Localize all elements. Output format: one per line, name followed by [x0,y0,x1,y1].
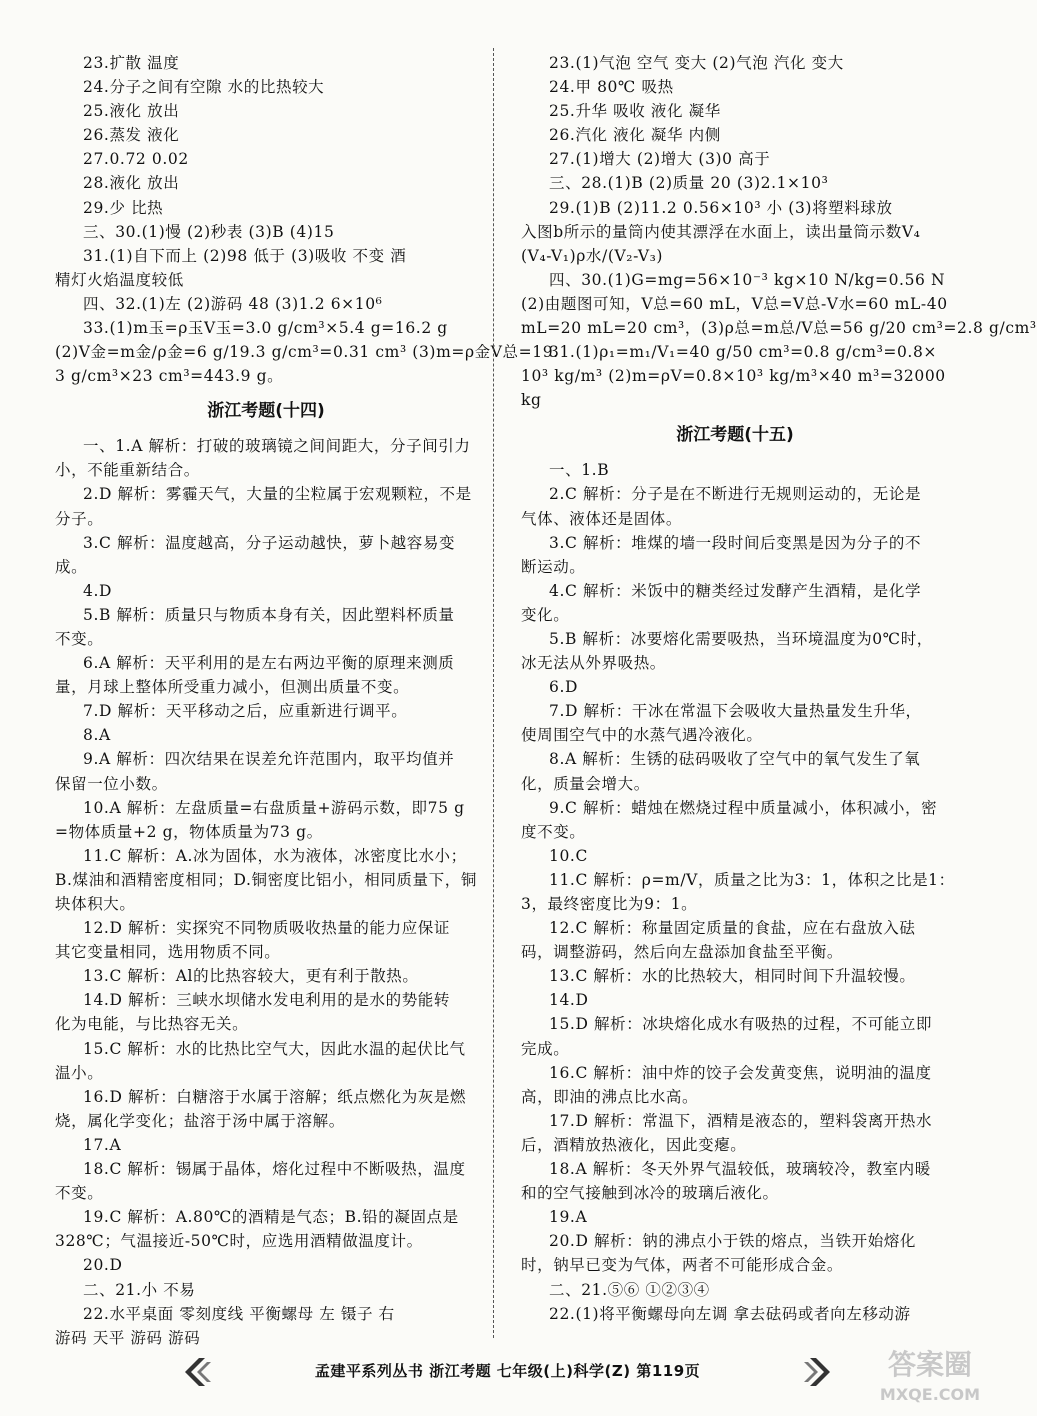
answer-line: 4.D [83,581,113,600]
answer-line: 18.A 解析：冬天外界气温较低，玻璃较冷，教室内暖 [549,1160,931,1179]
answer-line: 15.C 解析：水的比热比空气大，因此水温的起伏比气 [83,1039,466,1058]
answer-line: 不变。 [55,629,104,648]
answer-line: 18.C 解析：锡属于晶体，熔化过程中不断吸热，温度 [83,1160,466,1179]
answer-line: 26.汽化 液化 凝华 内侧 [549,126,721,145]
answer-line: 12.D 解析：实探究不同物质吸收热量的能力应保证 [83,919,451,938]
answer-line: 11.C 解析：A.冰为固体，水为液体，冰密度比水小； [83,846,467,865]
answer-line: 一、1.B [549,461,610,480]
answer-line: 11.C 解析：ρ=m/V，质量之比为3：1，体积之比是1： [549,870,955,889]
answer-line: 10.C [549,846,588,865]
answer-line: 时，钠早已变为气体，两者不可能形成合金。 [521,1256,844,1275]
answer-line: 7.D 解析：天平移动之后，应重新进行调平。 [83,702,408,721]
answer-line: 入图b所示的量筒内使其漂浮在水面上，读出量筒示数V₄ [521,222,921,241]
column-divider [493,48,494,1338]
answer-line: 度不变。 [521,822,586,841]
answer-line: 29.少 比热 [83,198,164,217]
answer-line: 25.升华 吸收 液化 凝华 [549,102,721,121]
answer-line: 二、21.小 不易 [83,1280,196,1299]
left-answers-bottom [55,435,477,1348]
page-footer [0,1350,1000,1394]
answer-line: 10³ kg/m³ (2)m=ρV=0.8×10³ kg/m³×40 m³=32000 [521,367,946,386]
answer-line: 6.D [549,678,579,697]
answer-line: 后，酒精放热液化，因此变瘪。 [521,1135,747,1154]
answer-line: (V₄-V₁)ρ水/(V₂-V₃) [521,246,664,265]
right-answers-bottom [521,459,955,1324]
answer-line: 和的空气接触到冰冷的玻璃后液化。 [521,1184,779,1203]
answer-line: 5.B 解析：质量只与物质本身有关，因此塑料杯质量 [83,605,455,624]
answer-line: 28.液化 放出 [83,174,180,193]
answer-line: 23.(1)气泡 空气 变大 (2)气泡 汽化 变大 [549,54,844,72]
answer-line: 3.C 解析：温度越高，分子运动越快，萝卜越容易变 [83,533,456,552]
answer-line: 33.(1)m玉=ρ玉V玉=3.0 g/cm³×5.4 g=16.2 g [83,319,448,338]
answer-line: 17.A [83,1135,122,1154]
answer-line: (2)V金=m金/ρ金=6 g/19.3 g/cm³=0.31 cm³ (3)m=ρ金V总=19. [55,343,559,362]
answer-line: 三、28.(1)B (2)质量 20 (3)2.1×10³ [549,174,829,193]
answer-line: 19.C 解析：A.80℃的酒精是气态；B.铅的凝固点是 [83,1208,459,1227]
answer-line: 一、1.A 解析：打破的玻璃镜之间间距大，分子间引力 [83,437,471,456]
answer-line: 3.C 解析：堆煤的墙一段时间后变黑是因为分子的不 [549,533,922,552]
watermark-logo [870,1340,990,1410]
answer-line: mL=20 mL=20 cm³，(3)ρ总=m总/V总=56 g/20 cm³=2.8 g/cm³ [521,319,1037,338]
answer-line: 断运动。 [521,557,586,576]
answer-line: 不变。 [55,1184,104,1203]
right-column [521,52,1037,1327]
answer-line: 328℃；气温接近-50℃时，应选用酒精做温度计。 [55,1232,423,1251]
answer-line: 24.甲 80℃ 吸热 [549,78,674,97]
answer-line: 保留一位小数。 [55,774,168,793]
watermark-top: 答案圈 [887,1348,973,1381]
answer-line: 14.D 解析：三峡水坝储水发电利用的是水的势能转 [83,991,451,1010]
answer-line: 22.水平桌面 零刻度线 平衡螺母 左 镊子 右 [83,1304,395,1323]
footer-text: 孟建平系列丛书 浙江考题 七年级(上)科学(Z) 第119页 [314,1362,701,1380]
answer-line: kg [521,391,542,410]
answer-line: 20.D 解析：钠的沸点小于铁的熔点，当铁开始熔化 [549,1232,917,1251]
answer-line: 完成。 [521,1039,570,1058]
section-title-15: 浙江考题(十五) [676,425,794,446]
answer-line: 7.D 解析：干冰在常温下会吸收大量热量发生升华， [549,702,922,721]
answer-line: 13.C 解析：水的比热较大，相同时间下升温较慢。 [549,967,916,986]
answer-line: 9.A 解析：四次结果在误差允许范围内，取平均值并 [83,750,455,769]
answer-line: 8.A 解析：生锈的砝码吸收了空气中的氧气发生了氧 [549,750,921,769]
answer-line: 27.0.72 0.02 [83,150,189,169]
answer-line: =物体质量+2 g，物体质量为73 g。 [55,822,323,841]
answer-line: 14.D [549,991,589,1010]
answer-line: 小，不能重新结合。 [55,461,200,480]
answer-line: 16.C 解析：油中炸的饺子会发黄变焦，说明油的温度 [549,1063,932,1082]
answer-line: 15.D 解析：冰块熔化成水有吸热的过程，不可能立即 [549,1015,933,1034]
answer-line: 化为电能，与比热容无关。 [55,1015,249,1034]
chevron-right-icon [800,1352,840,1392]
answer-line: 16.D 解析：白糖溶于水属于溶解；纸点燃化为灰是燃 [83,1087,467,1106]
watermark-bottom: MXQE.COM [879,1385,981,1404]
answer-line: 精灯火焰温度较低 [55,270,184,289]
answer-line: 2.D 解析：雾霾天气，大量的尘粒属于宏观颗粒，不是 [83,485,472,504]
answer-line: 游码 天平 游码 游码 [55,1328,201,1347]
answer-line: 块体积大。 [55,895,136,913]
answer-line: 29.(1)B (2)11.2 0.56×10³ 小 (3)将塑料球放 [549,198,893,217]
answer-line: 26.蒸发 液化 [83,126,180,145]
answer-line: 3，最终密度比为9：1。 [521,895,698,913]
answer-line: (2)由题图可知，V总=60 mL，V总=V总-V水=60 mL-40 [521,294,948,313]
answer-line: 31.(1)自下而上 (2)98 低于 (3)吸收 不变 酒 [83,246,407,265]
answer-line: 化，质量会增大。 [521,774,650,793]
answer-line: 3 g/cm³×23 cm³=443.9 g。 [55,367,284,386]
answer-line: 8.A [83,726,111,745]
right-answers-top [521,52,1037,411]
answer-line: 气体、液体还是固体。 [521,509,683,528]
answer-line: 20.D [83,1256,123,1275]
answer-line: 烧，属化学变化；盐溶于汤中属于溶解。 [55,1111,345,1130]
chevron-left-icon [175,1352,215,1392]
answer-line: 4.C 解析：米饭中的糖类经过发酵产生酒精，是化学 [549,581,922,600]
answer-line: 17.D 解析：常温下，酒精是液态的，塑料袋离开热水 [549,1111,933,1130]
answer-line: 四、32.(1)左 (2)游码 48 (3)1.2 6×10⁶ [83,294,383,313]
answer-line: 10.A 解析：左盘质量=右盘质量+游码示数，即75 g [83,798,465,817]
answer-line: 12.C 解析：称量固定质量的食盐，应在右盘放入砝 [549,919,916,938]
answer-line: 9.C 解析：蜡烛在燃烧过程中质量减小，体积减小，密 [549,798,938,817]
section-title-14: 浙江考题(十四) [207,401,325,422]
answer-line: 高，即油的沸点比水高。 [521,1087,699,1106]
answer-line: 19.A [549,1208,588,1227]
answer-line: 二、21.⑤⑥ ①②③④ [549,1280,710,1299]
answer-line: 变化。 [521,605,570,624]
answer-line: 冰无法从外界吸热。 [521,654,666,673]
answer-line: 温小。 [55,1063,104,1082]
answer-line: 码，调整游码，然后向左盘添加食盐至平衡。 [521,943,844,962]
answer-line: 27.(1)增大 (2)增大 (3)0 高于 [549,150,771,169]
answer-line: 25.液化 放出 [83,102,180,121]
answer-line: 22.(1)将平衡螺母向左调 拿去砝码或者向左移动游 [549,1304,911,1323]
answer-line: 5.B 解析：冰要熔化需要吸热，当环境温度为0℃时， [549,629,933,648]
answer-line: 使周围空气中的水蒸气遇冷液化。 [521,726,763,745]
answer-line: 分子。 [55,509,104,528]
answer-line: 量，月球上整体所受重力减小，但测出质量不变。 [55,678,410,697]
left-answers-top [55,52,559,387]
answer-line: 23.扩散 温度 [83,54,180,72]
answer-line: 四、30.(1)G=mg=56×10⁻³ kg×10 N/kg=0.56 N [549,270,946,289]
answer-line: 三、30.(1)慢 (2)秒表 (3)B (4)15 [83,222,335,241]
answer-line: B.煤油和酒精密度相同；D.铜密度比铝小，相同质量下，铜 [55,870,477,889]
answer-line: 24.分子之间有空隙 水的比热较大 [83,78,325,97]
answer-line: 2.C 解析：分子是在不断进行无规则运动的，无论是 [549,485,922,504]
answer-line: 其它变量相同，选用物质不同。 [55,943,281,962]
answer-line: 成。 [55,557,88,576]
answer-line: 6.A 解析：天平利用的是左右两边平衡的原理来测质 [83,654,455,673]
answer-line: 13.C 解析：Al的比热容较大，更有利于散热。 [83,967,419,986]
answer-line: 31.(1)ρ₁=m₁/V₁=40 g/50 cm³=0.8 g/cm³=0.8× [549,343,938,362]
